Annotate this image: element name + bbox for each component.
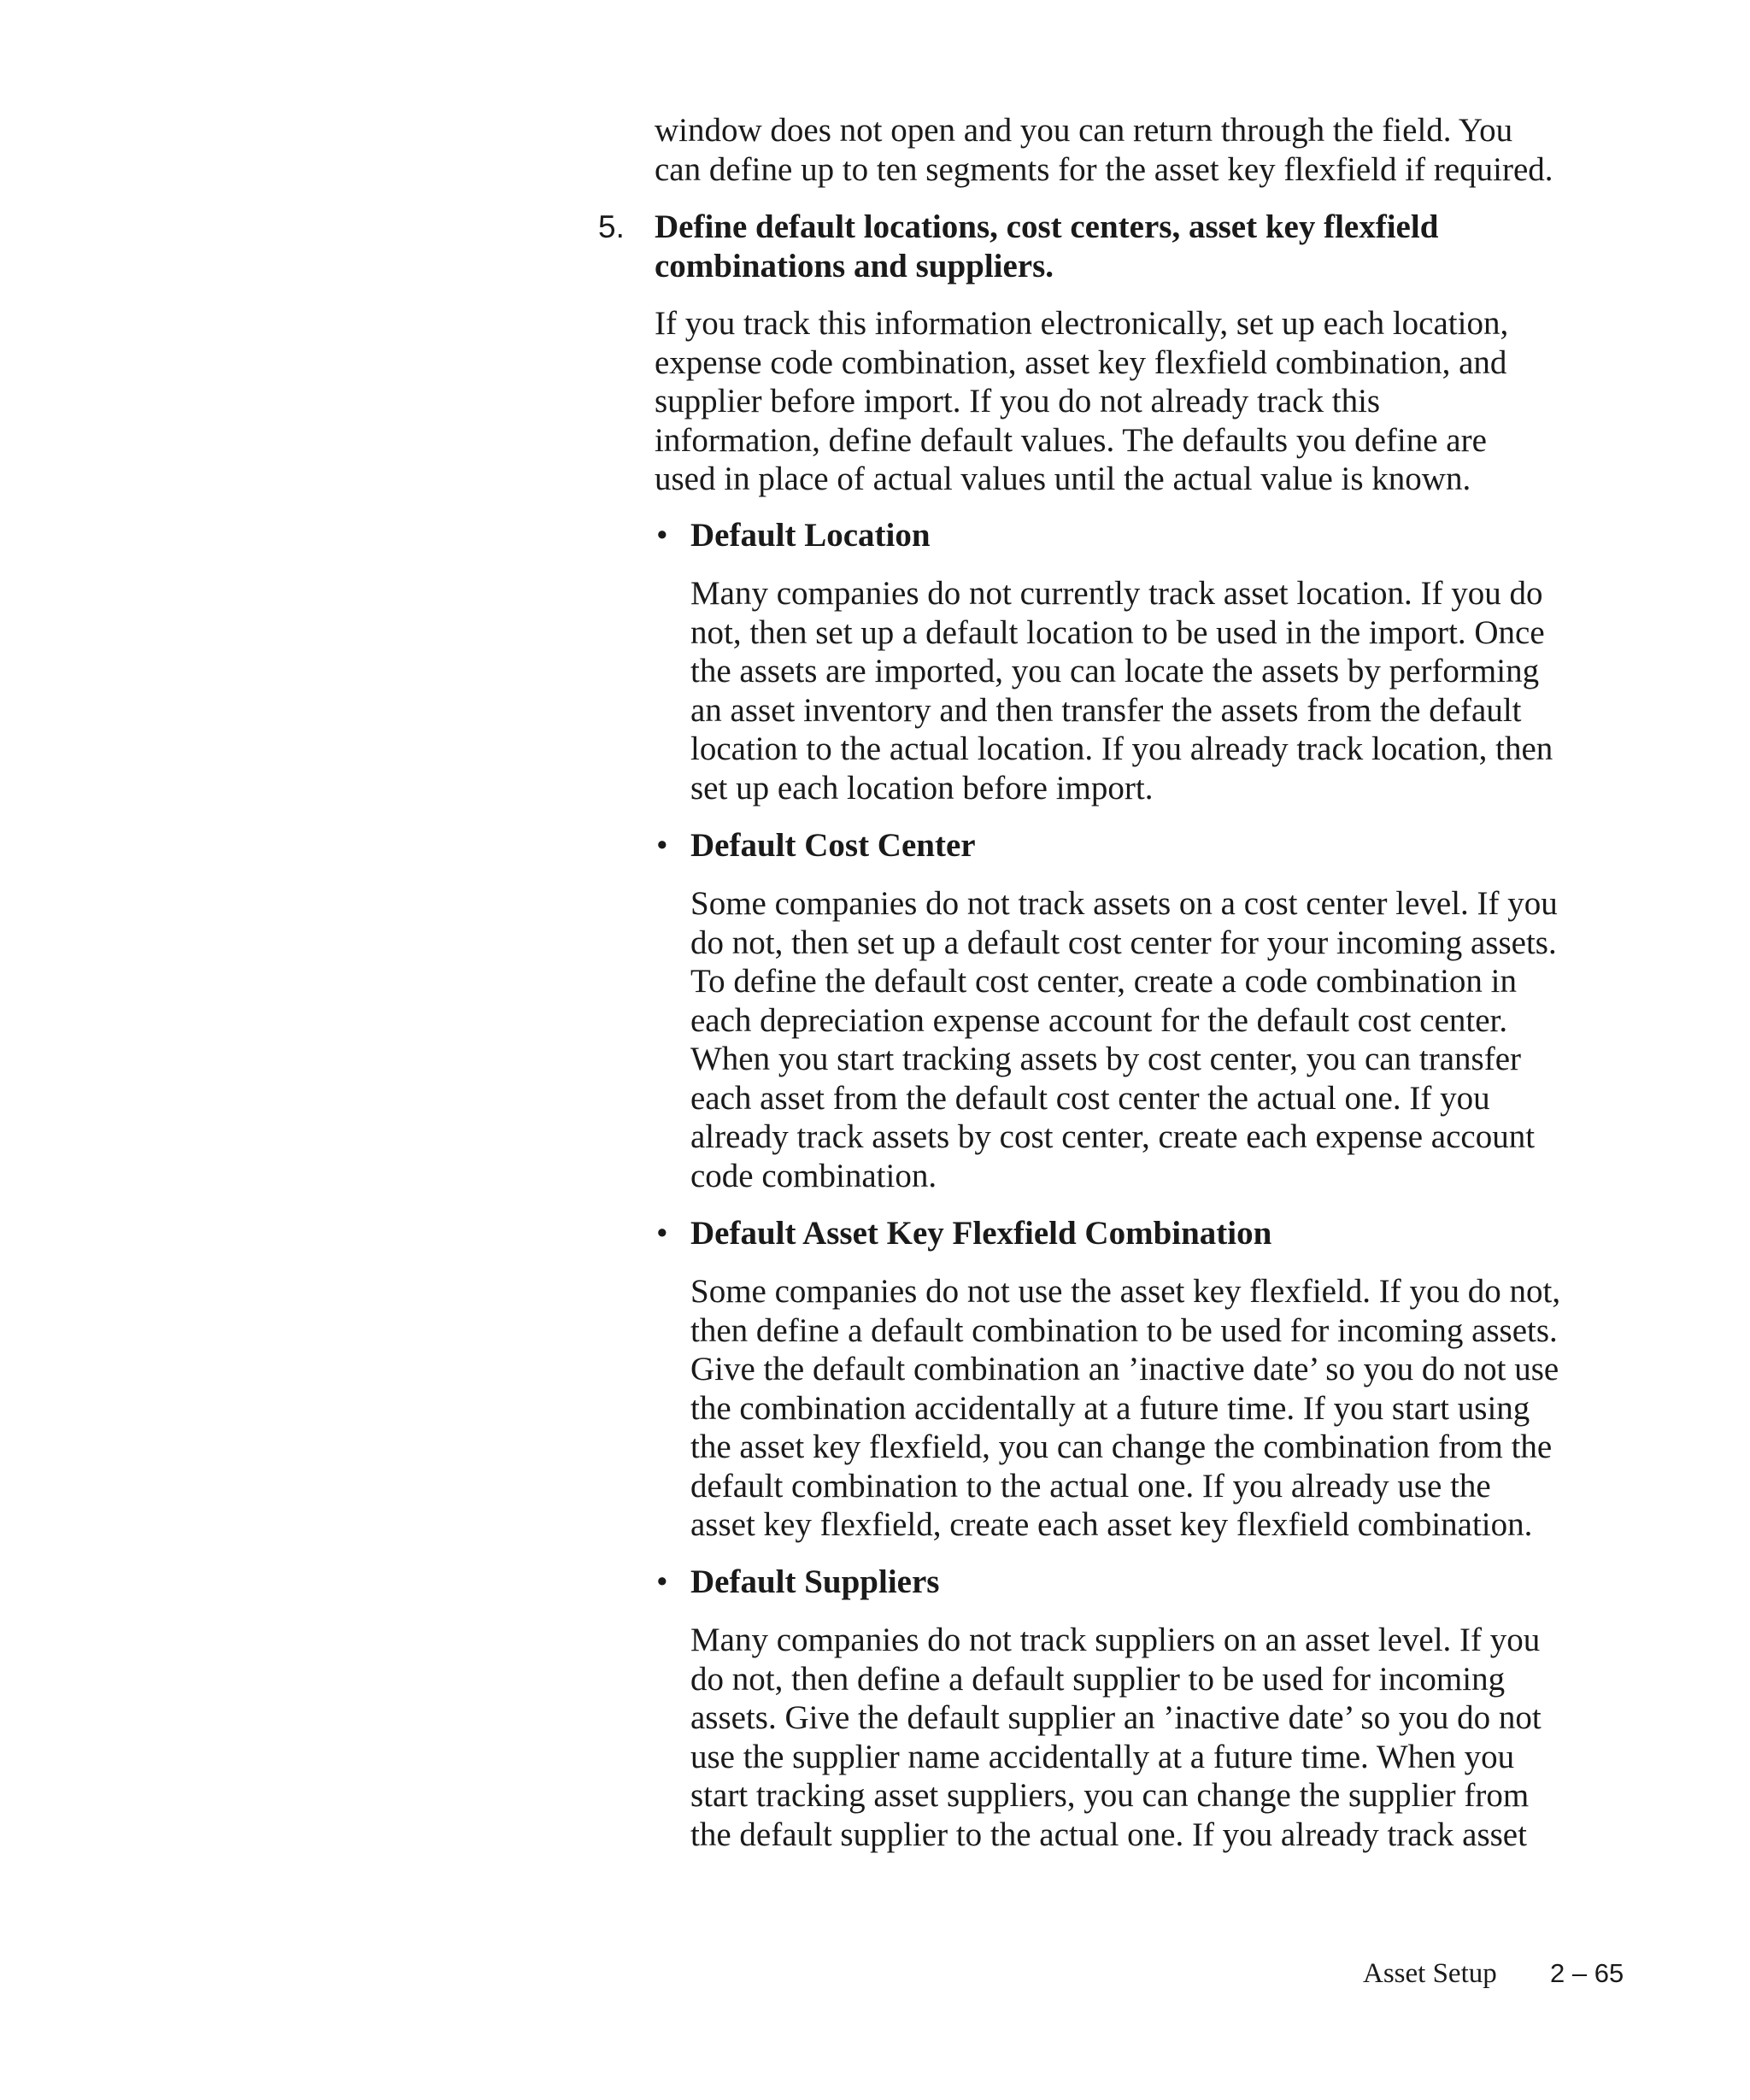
text-line: combinations and suppliers. (655, 247, 1054, 284)
text-line: use the supplier name accidentally at a future time. When you (690, 1738, 1515, 1775)
bullet-icon: • (656, 517, 668, 554)
text-line: Many companies do not track suppliers on an asset level. If you (690, 1622, 1541, 1658)
text-line: location to the actual location. If you already track location, then (690, 730, 1553, 767)
footer-section-title: Asset Setup (1363, 1958, 1497, 1989)
text-line: supplier before import. If you do not already track this (655, 383, 1381, 419)
text-line: start tracking asset suppliers, you can change the supplier from (690, 1777, 1530, 1814)
text-line: each depreciation expense account for the default cost center. (690, 1001, 1508, 1039)
text-line: used in place of actual values until the actual value is known. (655, 460, 1471, 497)
text-line: Many companies do not currently track asset location. If you do (690, 575, 1543, 612)
text-line: do not, then define a default supplier to be used for incoming (690, 1660, 1506, 1698)
bullet-icon: • (656, 1215, 668, 1252)
text-line: can define up to ten segments for the asset key flexfield if required. (655, 150, 1553, 188)
text-line: the assets are imported, you can locate the assets by performing (690, 653, 1540, 689)
text-line: default combination to the actual one. If you already use the (690, 1467, 1491, 1505)
text-line: not, then set up a default location to be used in the import. Once (690, 613, 1545, 651)
text-line: expense code combination, asset key flexfield combination, and (655, 343, 1507, 381)
text-line: If you track this information electronically, set up each location, (655, 305, 1509, 342)
intro-paragraph (655, 111, 1553, 189)
step-number: 5. (598, 209, 625, 244)
text-line: Some companies do not track assets on a cost center level. If you (690, 885, 1558, 922)
text-line: code combination. (690, 1157, 937, 1194)
text-line: the default supplier to the actual one. If you already track asset (690, 1816, 1527, 1853)
text-line: do not, then set up a default cost center for your incoming assets. (690, 924, 1557, 961)
footer-page-number: 2 – 65 (1550, 1958, 1624, 1988)
bullet-title: Default Cost Center (690, 827, 976, 864)
bullet-title: Default Suppliers (690, 1563, 940, 1600)
text-line: When you start tracking assets by cost center, you can transfer (690, 1041, 1522, 1077)
text-line: an asset inventory and then transfer the assets from the default (690, 691, 1522, 729)
text-line: then define a default combination to be used for incoming assets. (690, 1311, 1558, 1349)
text-line: each asset from the default cost center the actual one. If you (690, 1079, 1490, 1117)
text-line: the asset key flexfield, you can change the combination from the (690, 1428, 1553, 1465)
text-line: the combination accidentally at a future time. If you start using (690, 1389, 1530, 1427)
bullet-paragraph (690, 1621, 1542, 1854)
bullet-icon: • (656, 1563, 668, 1600)
text-line: asset key flexfield, create each asset key flexfield combination. (690, 1506, 1533, 1543)
text-line: To define the default cost center, create a code combination in (690, 963, 1518, 1000)
bullet-icon: • (656, 827, 668, 864)
text-line: assets. Give the default supplier an ’inactive date’ so you do not (690, 1699, 1542, 1736)
text-line: window does not open and you can return through the field. You (655, 112, 1513, 149)
text-line: information, define default values. The defaults you define are (655, 421, 1487, 459)
step-heading (655, 208, 1438, 285)
text-line: Some companies do not use the asset key flexfield. If you do not, (690, 1273, 1561, 1310)
text-line: Give the default combination an ’inactive date’ so you do not use (690, 1351, 1559, 1387)
text-line: set up each location before import. (690, 769, 1154, 807)
step-body-paragraph (655, 304, 1508, 499)
bullet-title: Default Asset Key Flexfield Combination (690, 1215, 1272, 1252)
text-line: already track assets by cost center, create each expense account (690, 1118, 1536, 1155)
bullet-paragraph (690, 1272, 1560, 1545)
bullet-paragraph (690, 884, 1558, 1195)
bullet-paragraph (690, 574, 1553, 807)
bullet-title: Default Location (690, 517, 931, 554)
text-line: Define default locations, cost centers, asset key flexfield (655, 208, 1439, 245)
